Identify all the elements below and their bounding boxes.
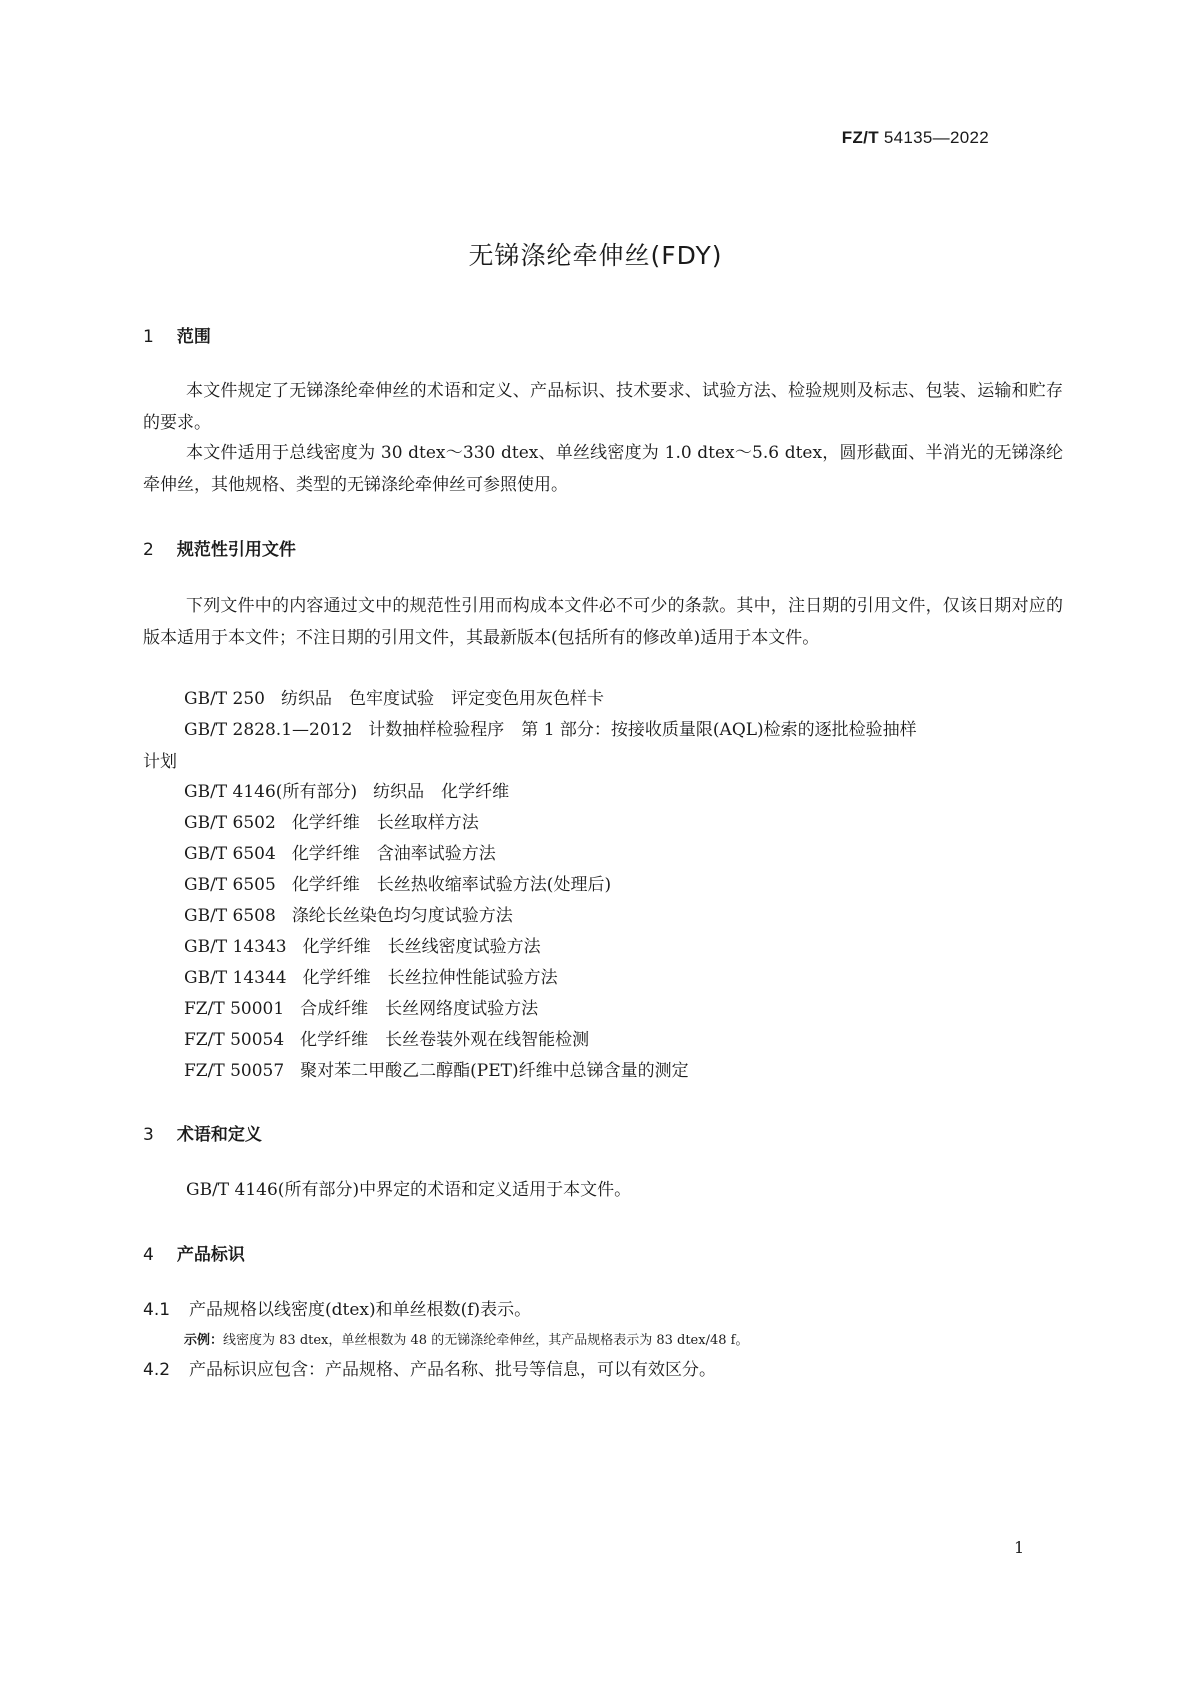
example-note — [184, 1330, 748, 1352]
reference-item — [184, 838, 496, 870]
reference-title-continuation: 计划 — [143, 752, 177, 772]
reference-code: GB/T 6504 — [184, 844, 276, 864]
reference-item — [184, 1024, 589, 1056]
section-1-paragraph-2: 本文件适用于总线密度为 30 dtex～330 dtex、单丝线密度为 1.0 dtex～5.6 dtex，圆形截面、半消光的无锑涤纶牵伸丝，其他规格、类型的无锑涤纶牵伸丝可参照使用。 — [143, 443, 1063, 495]
reference-title: 涤纶长丝染色均匀度试验方法 — [291, 906, 513, 926]
section-2-intro: 下列文件中的内容通过文中的规范性引用而构成本文件必不可少的条款。其中，注日期的引用文件，仅该日期对应的版本适用于本文件；不注日期的引用文件，其最新版本(包括所有的修改单)适用于本文件。 — [143, 596, 1063, 648]
section-title: 范围 — [176, 327, 211, 347]
clause-4-2 — [143, 1356, 716, 1384]
reference-title: 纺织品 化学纤维 — [373, 782, 510, 802]
section-1-paragraph-1: 本文件规定了无锑涤纶牵伸丝的术语和定义、产品标识、技术要求、试验方法、检验规则及标志、包装、运输和贮存的要求。 — [143, 381, 1063, 433]
reference-title: 化学纤维 长丝取样方法 — [291, 813, 479, 833]
document-title: 无锑涤纶牵伸丝(FDY) — [468, 241, 723, 270]
reference-code: GB/T 4146(所有部分) — [184, 782, 358, 802]
clause-number: 4.1 — [143, 1300, 171, 1320]
standard-year: 54135—2022 — [883, 128, 989, 147]
reference-code: FZ/T 50001 — [184, 999, 285, 1019]
clause-number: 4.2 — [143, 1360, 171, 1380]
reference-item — [184, 869, 611, 901]
section-1-heading — [143, 322, 211, 347]
section-title: 术语和定义 — [176, 1125, 262, 1145]
clause-text: 产品标识应包含：产品规格、产品名称、批号等信息，可以有效区分。 — [189, 1360, 716, 1380]
reference-code: GB/T 6508 — [184, 906, 276, 926]
reference-item — [184, 900, 513, 932]
reference-code: FZ/T 50057 — [184, 1061, 285, 1081]
reference-code: GB/T 6505 — [184, 875, 276, 895]
section-3-paragraph: GB/T 4146(所有部分)中界定的术语和定义适用于本文件。 — [186, 1180, 632, 1200]
reference-code: GB/T 2828.1—2012 — [184, 720, 353, 740]
reference-title: 化学纤维 长丝卷装外观在线智能检测 — [300, 1030, 590, 1050]
section-title: 产品标识 — [176, 1245, 245, 1265]
reference-code: GB/T 250 — [184, 689, 265, 709]
reference-item — [184, 776, 509, 808]
section-4-heading — [143, 1240, 245, 1265]
reference-item — [184, 683, 604, 715]
section-number: 1 — [143, 327, 154, 347]
standard-prefix: FZ/T — [841, 128, 879, 147]
reference-code: GB/T 14344 — [184, 968, 287, 988]
reference-code: FZ/T 50054 — [184, 1030, 285, 1050]
reference-title: 合成纤维 长丝网络度试验方法 — [300, 999, 539, 1019]
reference-title: 化学纤维 长丝拉伸性能试验方法 — [302, 968, 558, 988]
reference-code: GB/T 6502 — [184, 813, 276, 833]
clause-4-1 — [143, 1296, 531, 1324]
section-number: 4 — [143, 1245, 154, 1265]
section-title: 规范性引用文件 — [176, 540, 296, 560]
reference-item — [184, 931, 541, 963]
reference-item — [184, 962, 558, 994]
reference-title: 聚对苯二甲酸乙二醇酯(PET)纤维中总锑含量的测定 — [300, 1061, 689, 1081]
page-number: 1 — [1014, 1538, 1025, 1557]
reference-item — [184, 993, 538, 1025]
standard-number — [842, 128, 989, 148]
section-3-heading — [143, 1120, 262, 1145]
reference-code: GB/T 14343 — [184, 937, 287, 957]
example-label: 示例： — [184, 1333, 224, 1348]
reference-title: 化学纤维 长丝热收缩率试验方法(处理后) — [291, 875, 612, 895]
reference-item — [184, 807, 479, 839]
clause-text: 产品规格以线密度(dtex)和单丝根数(f)表示。 — [189, 1300, 532, 1320]
reference-title: 化学纤维 含油率试验方法 — [291, 844, 496, 864]
example-text: 线密度为 83 dtex，单丝根数为 48 的无锑涤纶牵伸丝，其产品规格表示为 83 dtex/48 f。 — [223, 1333, 749, 1348]
reference-item — [184, 1055, 689, 1087]
section-number: 3 — [143, 1125, 154, 1145]
section-number: 2 — [143, 540, 154, 560]
section-2-heading — [143, 535, 296, 560]
reference-title: 计数抽样检验程序 第 1 部分：按接收质量限(AQL)检索的逐批检验抽样 — [368, 720, 917, 740]
reference-title: 纺织品 色牢度试验 评定变色用灰色样卡 — [281, 689, 604, 709]
reference-title: 化学纤维 长丝线密度试验方法 — [302, 937, 541, 957]
reference-item — [143, 714, 1064, 778]
